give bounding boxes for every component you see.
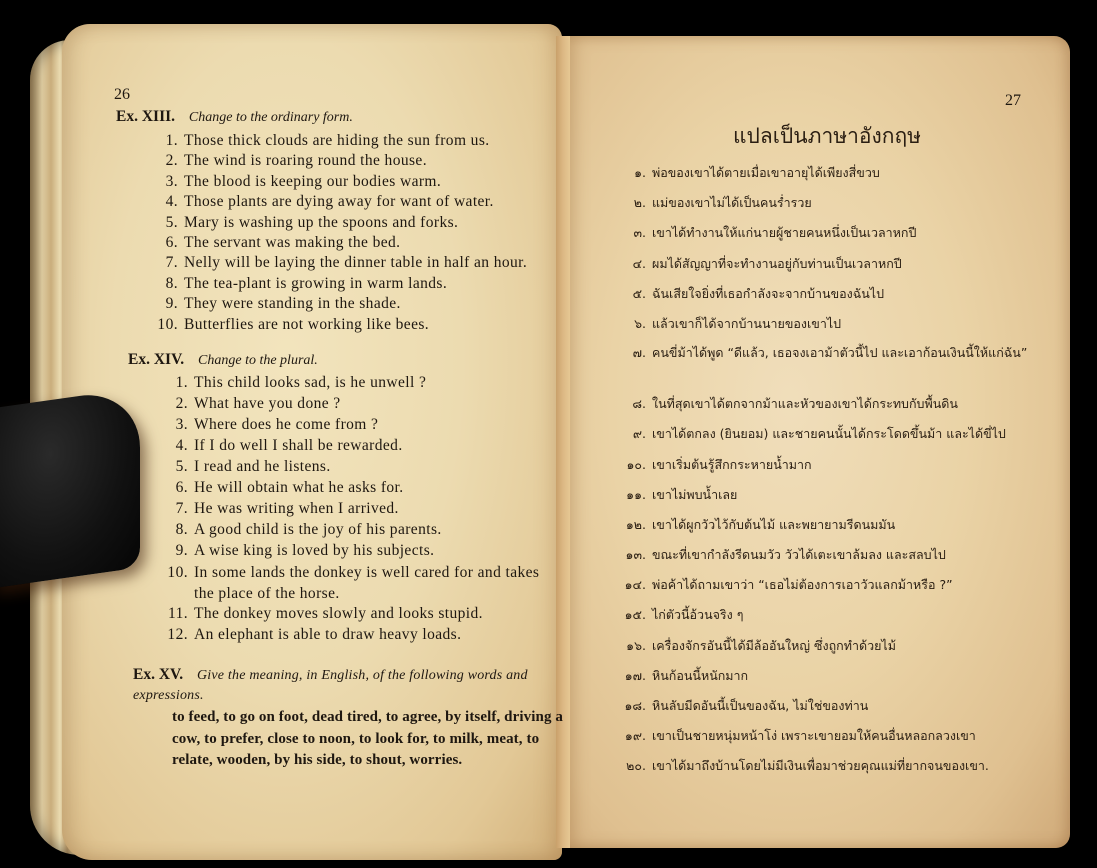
item-number: 4.: [165, 193, 178, 211]
item-number: ๑๗.: [624, 667, 646, 683]
item-number: ๕.: [632, 285, 646, 301]
list-item: [165, 192, 527, 212]
item-number: 10.: [167, 564, 188, 581]
list-item: [165, 151, 527, 171]
item-text: The donkey moves slowly and looks stupid.: [194, 605, 483, 622]
item-text: What have you done ?: [194, 395, 341, 412]
exercise-instruction: Change to the ordinary form.: [188, 110, 353, 125]
list-item: [165, 213, 527, 233]
item-text: Mary is washing up the spoons and forks.: [184, 213, 459, 231]
item-number: ๑๒.: [625, 516, 646, 532]
fabric-bookmark: [0, 387, 140, 588]
list-item: [618, 665, 1028, 695]
item-text: พ่อค้าได้ถามเขาว่า “เธอไม่ต้องการเอาวัวแลกม้าหรือ ?”: [652, 577, 953, 593]
item-number: ๒.: [633, 195, 646, 211]
item-text: เขาได้มาถึงบ้านโดยไม่มีเงินเพื่อมาช่วยคุณแม่ที่ยากจนของเขา.: [652, 758, 989, 774]
item-number: ๑๐.: [626, 456, 646, 472]
list-item: [175, 478, 558, 499]
item-text: แล้วเขาก็ได้จากบ้านนายของเขาไป: [652, 315, 842, 331]
item-number: 5.: [165, 213, 178, 231]
item-text: If I do well I shall be rewarded.: [194, 437, 403, 454]
item-text: I read and he listens.: [194, 458, 331, 475]
item-number: ๑๖.: [626, 637, 646, 653]
item-text: He will obtain what he asks for.: [194, 479, 404, 496]
list-item: [618, 222, 1028, 252]
item-number: 3.: [175, 416, 188, 433]
item-number: 2.: [165, 152, 178, 170]
item-number: 2.: [175, 395, 188, 412]
item-text: เครื่องจักรอันนี้ได้มีล้ออันใหญ่ ซึ่งถูกทำด้วยไม้: [652, 637, 896, 653]
list-item: [165, 294, 527, 314]
list-item: [168, 604, 558, 625]
item-number: 10.: [157, 315, 178, 333]
item-text: คนขี่ม้าได้พูด “ดีแล้ว, เธอจงเอาม้าตัวนี้ไป และเอาก้อนเงินนี้ให้แก่ฉัน”: [652, 345, 1028, 361]
list-item: [618, 544, 1028, 574]
item-number: 6.: [175, 479, 188, 496]
list-item: [175, 520, 558, 541]
item-number: 12.: [167, 626, 188, 643]
list-item: [618, 574, 1028, 604]
list-item: [175, 457, 558, 478]
item-text: A wise king is loved by his subjects.: [194, 542, 435, 559]
item-number: 6.: [165, 233, 178, 251]
item-text: ฉันเสียใจยิ่งที่เธอกำลังจะจากบ้านของฉันไป: [652, 285, 885, 301]
list-item: [165, 172, 527, 192]
item-text: เขาไม่พบน้ำเลย: [652, 486, 738, 502]
list-item: [618, 423, 1028, 453]
item-text: The servant was making the bed.: [184, 233, 401, 251]
list-item: [175, 499, 558, 520]
item-text: เขาได้ผูกวัวไว้กับต้นไม้ และพยายามรีดนมมัน: [652, 516, 896, 532]
item-number: ๑.: [634, 165, 646, 180]
list-item: [618, 604, 1028, 634]
list-item: [618, 514, 1028, 544]
item-text: ในที่สุดเขาได้ตกจากม้าและหัวของเขาได้กระทบกับพื้นดิน: [652, 396, 958, 412]
item-number: ๙.: [632, 426, 646, 442]
item-number: 9.: [175, 542, 188, 559]
item-text: หินลับมีดอันนี้เป็นของฉัน, ไม่ใช่ของท่าน: [652, 698, 869, 713]
item-text: In some lands the donkey is well cared for and takes the place of the horse.: [194, 564, 540, 602]
item-text: พ่อของเขาได้ตายเมื่อเขาอายุได้เพียงสี่ขวบ: [652, 165, 880, 180]
exercise-13-list: [157, 131, 528, 335]
item-text: Butterflies are not working like bees.: [184, 315, 430, 333]
list-item: [618, 162, 1028, 192]
item-number: ๑๓.: [625, 547, 646, 563]
exercise-15-word-list: to feed, to go on foot, dead tired, to agree, by itself, driving a cow, to prefer, close to noon, to look for, to milk, meat, to relate, wooden, by his side, to shout, worries.: [172, 709, 564, 768]
list-item: [165, 253, 528, 273]
item-text: An elephant is able to draw heavy loads.: [194, 626, 462, 643]
item-number: ๔.: [632, 255, 646, 271]
item-text: The tea-plant is growing in warm lands.: [184, 274, 448, 292]
list-item: [618, 253, 1028, 283]
item-number: 8.: [175, 521, 188, 538]
page-number-right: 27: [1005, 92, 1021, 109]
item-number: ๖.: [634, 315, 646, 331]
item-number: 3.: [165, 172, 178, 190]
exercise-13-heading: [116, 108, 353, 126]
item-number: 4.: [175, 437, 188, 454]
list-item: [618, 725, 1028, 755]
item-number: 11.: [168, 605, 188, 622]
list-item: [618, 635, 1028, 665]
list-item: [618, 393, 1028, 423]
exercise-label: Ex. XIV.: [128, 351, 185, 368]
list-item: [167, 625, 558, 646]
item-text: เขาเริ่มต้นรู้สึกกระหายน้ำมาก: [652, 456, 812, 472]
list-item: [618, 192, 1028, 222]
item-text: เขาเป็นชายหนุ่มหน้าโง่ เพราะเขายอมให้คนอื่นหลอกลวงเขา: [652, 728, 976, 744]
item-text: เขาได้ทำงานให้แก่นายผู้ชายคนหนึ่งเป็นเวลาหกปี: [652, 225, 917, 241]
list-item: [157, 315, 527, 335]
item-number: 1.: [165, 132, 178, 149]
list-item: [618, 283, 1028, 313]
item-text: Those thick clouds are hiding the sun from us.: [184, 132, 490, 149]
item-text: Those plants are dying away for want of water.: [184, 193, 494, 211]
exercise-14-heading: [128, 351, 318, 369]
item-text: แม่ของเขาไม่ได้เป็นคนร่ำรวย: [652, 195, 812, 211]
list-item: [618, 313, 1028, 343]
item-text: The wind is roaring round the house.: [184, 152, 427, 170]
item-text: ขณะที่เขากำลังรีดนมวัว วัวได้เตะเขาล้มลง และสลบไป: [652, 547, 946, 563]
item-text: This child looks sad, is he unwell ?: [194, 374, 427, 391]
item-number: 1.: [175, 374, 188, 391]
item-text: A good child is the joy of his parents.: [194, 521, 442, 538]
item-number: ๑๑.: [626, 486, 646, 502]
list-item: [165, 274, 527, 294]
list-item: [618, 343, 1028, 393]
list-item: [165, 233, 527, 253]
item-text: Where does he come from ?: [194, 416, 379, 433]
item-number: ๑๔.: [624, 577, 646, 593]
translation-exercise-list: [618, 162, 1028, 786]
list-item: [175, 436, 558, 457]
item-number: ๒๐.: [626, 758, 646, 774]
item-text: หินก้อนนี้หนักมาก: [652, 667, 749, 683]
exercise-15-heading: [133, 665, 563, 705]
list-item: [618, 454, 1028, 484]
item-number: 7.: [165, 254, 178, 272]
list-item: [618, 755, 1028, 785]
item-number: 7.: [175, 500, 188, 517]
item-number: 8.: [165, 274, 178, 292]
exercise-label: Ex. XIII.: [116, 108, 176, 125]
item-number: 9.: [165, 295, 178, 313]
item-number: ๗.: [632, 345, 646, 361]
list-item: [165, 131, 527, 151]
item-number: ๑๘.: [624, 698, 646, 713]
page-title: แปลเป็นภาษาอังกฤษ: [733, 124, 922, 148]
item-text: The blood is keeping our bodies warm.: [184, 172, 442, 190]
item-text: เขาได้ตกลง (ยินยอม) และชายคนนั้นได้กระโดดขึ้นม้า และได้ขี่ไป: [652, 426, 1006, 442]
exercise-instruction: Give the meaning, in English, of the following words and expressions.: [133, 668, 528, 703]
item-number: ๘.: [632, 396, 646, 412]
item-number: ๑๙.: [624, 728, 646, 744]
item-number: 5.: [175, 458, 188, 475]
list-item: [618, 695, 1028, 725]
exercise-14-list: [167, 373, 558, 646]
list-item: [175, 415, 558, 436]
exercise-label: Ex. XV.: [133, 666, 184, 683]
list-item: [618, 484, 1028, 514]
item-text: Nelly will be laying the dinner table in half an hour.: [184, 254, 528, 272]
item-number: ๑๕.: [624, 607, 646, 623]
item-number: ๓.: [633, 225, 646, 241]
list-item: [175, 373, 558, 394]
list-item: [175, 394, 558, 415]
exercise-instruction: Change to the plural.: [198, 353, 318, 368]
item-text: ไก่ตัวนี้อ้วนจริง ๆ: [652, 607, 744, 623]
item-text: ผมได้สัญญาที่จะทำงานอยู่กับท่านเป็นเวลาหกปี: [652, 255, 902, 271]
item-text: He was writing when I arrived.: [194, 500, 399, 517]
list-item: [167, 562, 558, 604]
page-number-left: 26: [114, 86, 130, 103]
list-item: [175, 541, 558, 562]
item-text: They were standing in the shade.: [184, 295, 401, 313]
